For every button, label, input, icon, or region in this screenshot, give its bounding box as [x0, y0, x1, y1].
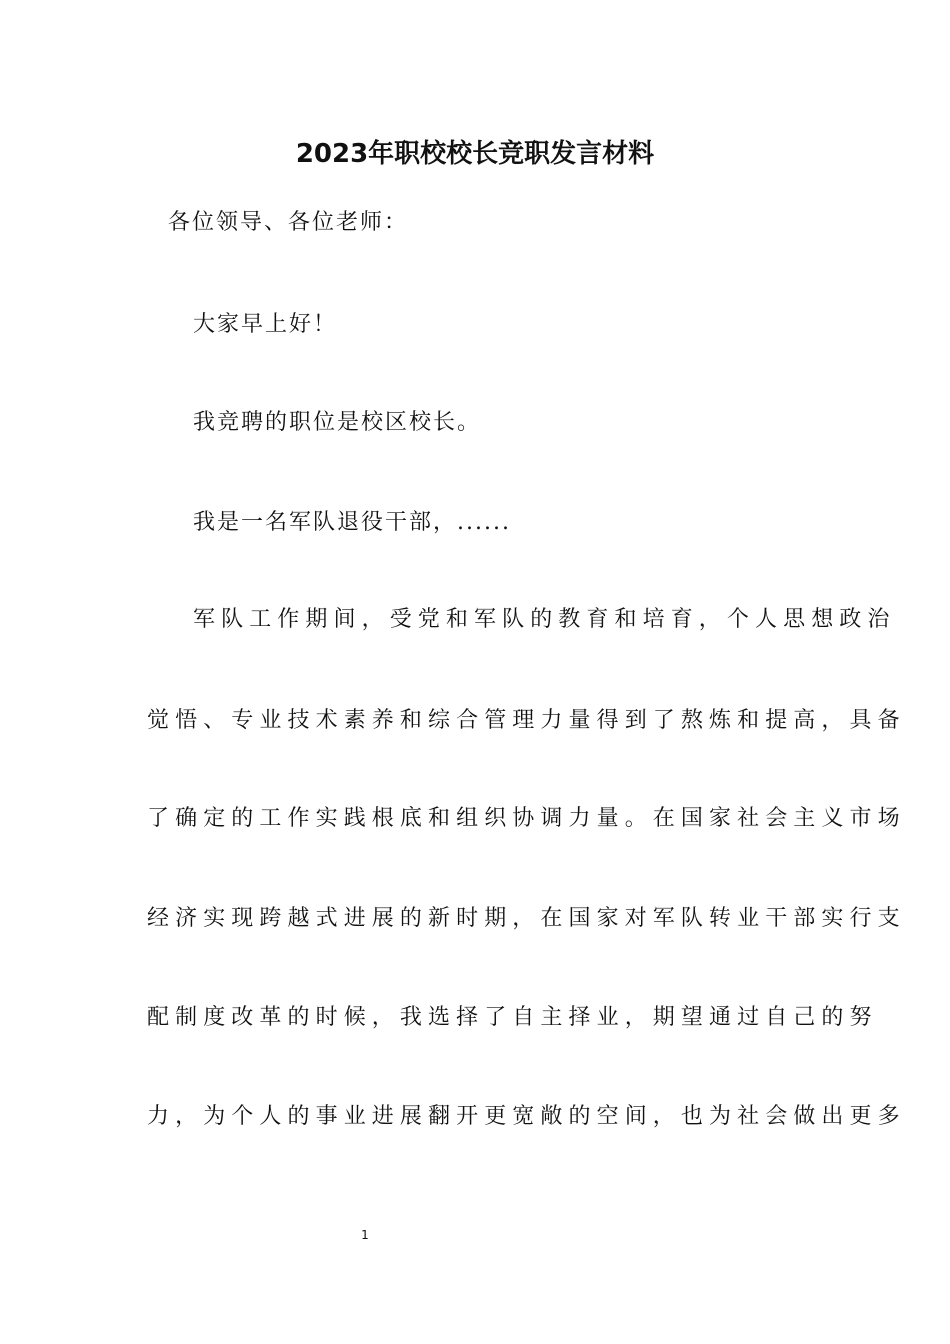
document-title: 2023年职校校长竞职发言材料 [295, 139, 655, 169]
greeting: 大家早上好！ [193, 312, 338, 337]
body-line-1: 军队工作期间，受党和军队的教育和培育，个人思想政治 [193, 607, 896, 632]
paragraph-intro: 我是一名军队退役干部，...... [193, 510, 511, 535]
page-number: 1 [361, 1228, 369, 1242]
body-line-6: 力，为个人的事业进展翻开更宽敞的空间，也为社会做出更多 [147, 1104, 906, 1129]
body-line-5: 配制度改革的时候，我选择了自主择业，期望通过自己的努 [147, 1005, 878, 1030]
body-line-3: 了确定的工作实践根底和组织协调力量。在国家社会主义市场 [147, 806, 906, 831]
body-line-2: 觉悟、专业技术素养和综合管理力量得到了熬炼和提高，具备 [147, 708, 906, 733]
paragraph-position: 我竞聘的职位是校区校长。 [193, 410, 482, 435]
body-line-4: 经济实现跨越式进展的新时期，在国家对军队转业干部实行支 [147, 906, 906, 931]
salutation: 各位领导、各位老师： [168, 210, 409, 235]
